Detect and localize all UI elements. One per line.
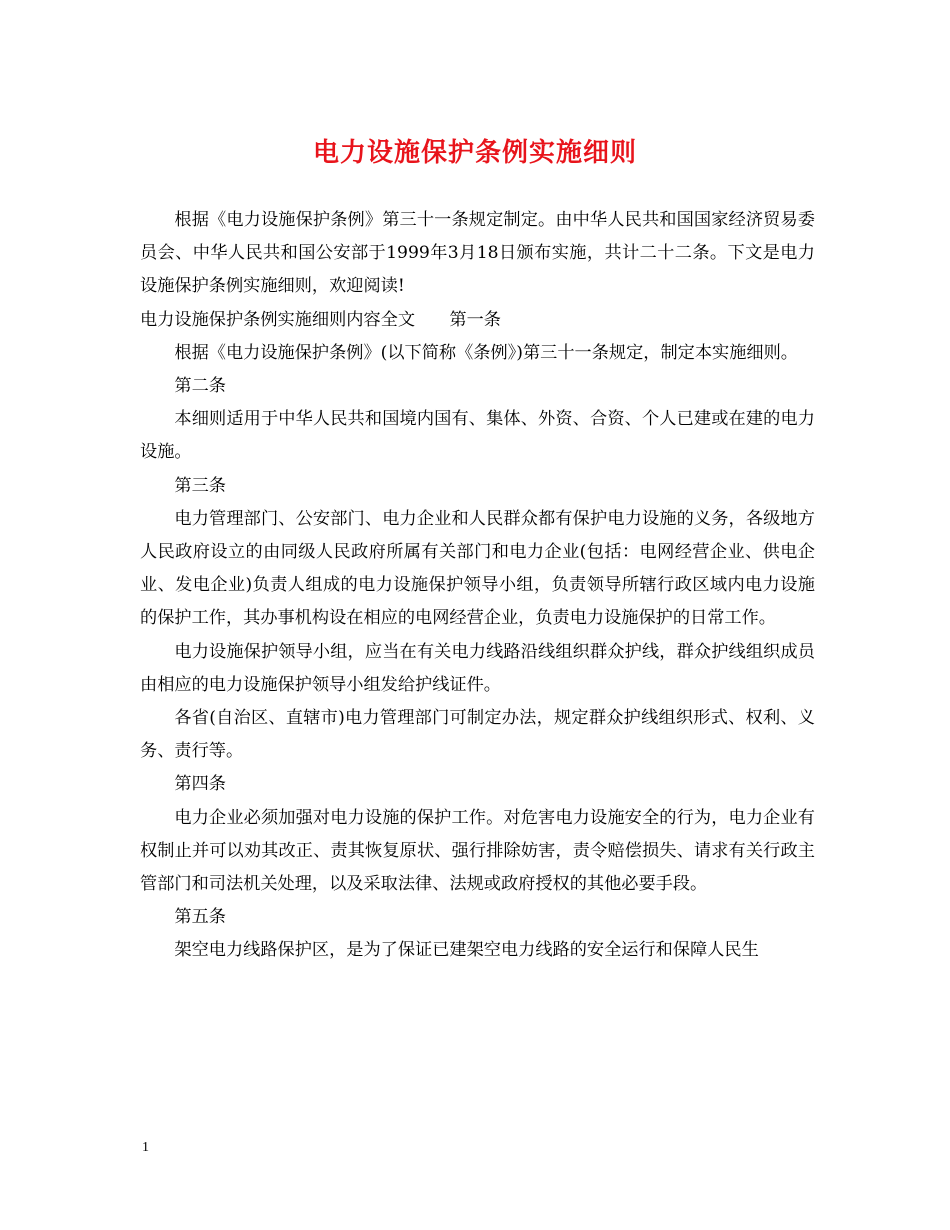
article-heading: 第二条: [174, 376, 226, 397]
document-body: [140, 204, 815, 968]
paragraph: 本细则适用于中华人民共和国境内国有、集体、外资、合资、个人已建或在建的电力设施。: [140, 409, 815, 463]
article-heading: 第四条: [174, 774, 226, 795]
paragraph: 根据《电力设施保护条例》第三十一条规定制定。由中华人民共和国国家经济贸易委员会、中华人民共和国公安部于1999年3月18日颁布实施，共计二十二条。下文是电力设施保护条例实施细则，欢迎阅读!: [140, 210, 815, 297]
document-title: 电力设施保护条例实施细则: [312, 138, 637, 168]
paragraph: 根据《电力设施保护条例》(以下简称《条例》)第三十一条规定，制定本实施细则。: [174, 342, 798, 363]
paragraph: 各省(自治区、直辖市)电力管理部门可制定办法，规定群众护线组织形式、权利、义务、责行等。: [140, 708, 815, 762]
article-heading: 第五条: [174, 907, 226, 928]
paragraph: 电力设施保护领导小组，应当在有关电力线路沿线组织群众护线，群众护线组织成员由相应的电力设施保护领导小组发给护线证件。: [140, 641, 815, 695]
paragraph: 电力企业必须加强对电力设施的保护工作。对危害电力设施安全的行为，电力企业有权制止并可以劝其改正、责其恢复原状、强行排除妨害，责令赔偿损失、请求有关行政主管部门和司法机关处理，以及采取法律、法规或政府授权的其他必要手段。: [140, 807, 815, 895]
page-number: 1: [142, 1140, 149, 1155]
paragraph: 架空电力线路保护区，是为了保证已建架空电力线路的安全运行和保障人民生: [174, 940, 759, 961]
paragraph: 电力设施保护条例实施细则内容全文 第一条: [140, 309, 501, 330]
article-heading: 第三条: [174, 475, 226, 496]
paragraph: 电力管理部门、公安部门、电力企业和人民群众都有保护电力设施的义务，各级地方人民政府设立的由同级人民政府所属有关部门和电力企业(包括：电网经营企业、供电企业、发电企业)负责人组成的电力设施保护领导小组，负责领导所辖行政区域内电力设施的保护工作，其办事机构设在相应的电网经营企业，负责电力设施保护的日常工作。: [140, 508, 815, 629]
